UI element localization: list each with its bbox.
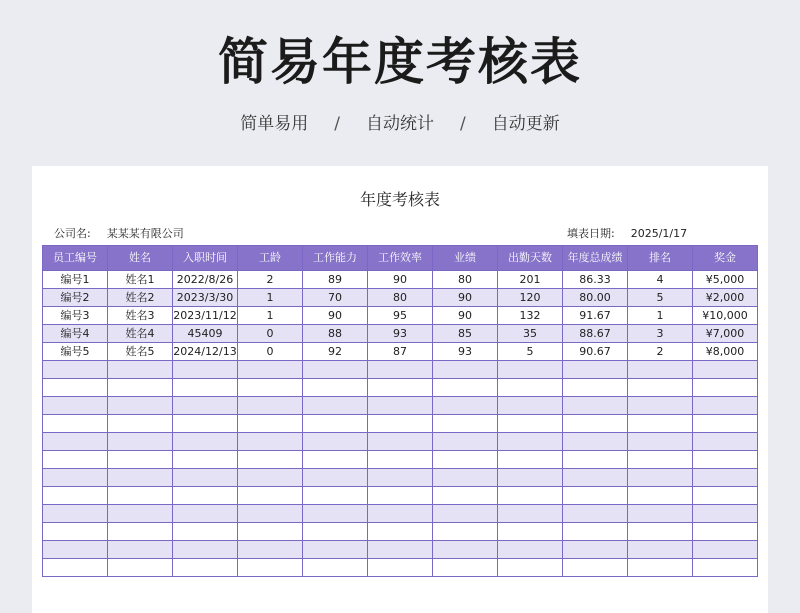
table-cell[interactable] <box>498 523 563 541</box>
table-cell[interactable] <box>173 523 238 541</box>
table-cell[interactable]: 70 <box>303 289 368 307</box>
table-cell[interactable] <box>303 379 368 397</box>
table-cell[interactable]: 1 <box>238 289 303 307</box>
tag-auto-stats: 自动统计 <box>366 114 434 134</box>
table-cell[interactable] <box>628 379 693 397</box>
table-cell[interactable] <box>238 433 303 451</box>
table-cell[interactable] <box>563 487 628 505</box>
empty-row <box>43 433 758 451</box>
table-cell[interactable] <box>433 541 498 559</box>
table-body <box>43 271 758 577</box>
table-cell[interactable]: 86.33 <box>563 271 628 289</box>
table-cell[interactable] <box>108 415 173 433</box>
table-cell[interactable]: 编号4 <box>43 325 108 343</box>
table-cell[interactable] <box>173 379 238 397</box>
date-value[interactable]: 2025/1/17 <box>630 227 688 240</box>
table-row <box>43 307 758 325</box>
table-cell[interactable] <box>173 505 238 523</box>
table-cell[interactable]: 80.00 <box>563 289 628 307</box>
table-cell[interactable] <box>368 433 433 451</box>
table-cell[interactable]: 132 <box>498 307 563 325</box>
table-header-row <box>43 246 758 271</box>
table-cell[interactable] <box>498 469 563 487</box>
table-cell[interactable]: 2022/8/26 <box>173 271 238 289</box>
table-cell[interactable] <box>433 469 498 487</box>
table-cell[interactable] <box>43 523 108 541</box>
table-cell[interactable] <box>498 541 563 559</box>
empty-row <box>43 487 758 505</box>
empty-row <box>43 559 758 577</box>
table-cell[interactable] <box>238 397 303 415</box>
table-cell[interactable] <box>238 505 303 523</box>
table-cell[interactable] <box>108 469 173 487</box>
column-header[interactable]: 工作效率 <box>368 246 433 271</box>
table-cell[interactable] <box>693 451 758 469</box>
table-cell[interactable] <box>628 433 693 451</box>
table-cell[interactable] <box>433 379 498 397</box>
table-cell[interactable] <box>368 379 433 397</box>
empty-row <box>43 361 758 379</box>
table-cell[interactable] <box>238 559 303 577</box>
table-cell[interactable] <box>108 487 173 505</box>
spreadsheet-card <box>32 166 768 613</box>
empty-row <box>43 451 758 469</box>
table-cell[interactable] <box>368 415 433 433</box>
table-cell[interactable] <box>173 469 238 487</box>
date-label: 填表日期: <box>567 227 615 240</box>
table-cell[interactable]: 4 <box>628 271 693 289</box>
table-cell[interactable]: 姓名2 <box>108 289 173 307</box>
table-cell[interactable] <box>368 469 433 487</box>
table-cell[interactable] <box>628 469 693 487</box>
table-cell[interactable]: 80 <box>368 289 433 307</box>
table-cell[interactable] <box>433 451 498 469</box>
table-cell[interactable] <box>628 487 693 505</box>
tag-auto-update: 自动更新 <box>491 114 560 134</box>
table-cell[interactable]: 编号2 <box>43 289 108 307</box>
table-cell[interactable]: 姓名1 <box>108 271 173 289</box>
table-row <box>43 325 758 343</box>
table-cell[interactable]: 0 <box>238 343 303 361</box>
table-cell[interactable] <box>303 541 368 559</box>
date-info <box>567 226 687 242</box>
table-cell[interactable] <box>563 523 628 541</box>
table-cell[interactable] <box>433 361 498 379</box>
page-title: 简易年度考核表 <box>218 33 582 91</box>
sheet-title: 年度考核表 <box>359 190 440 209</box>
table-cell[interactable] <box>368 451 433 469</box>
column-header[interactable]: 姓名 <box>108 246 173 271</box>
table-cell[interactable] <box>173 433 238 451</box>
empty-row <box>43 469 758 487</box>
table-cell[interactable]: 91.67 <box>563 307 628 325</box>
table-cell[interactable] <box>238 451 303 469</box>
company-label: 公司名: <box>54 227 91 240</box>
tag-easy: 简单易用 <box>240 114 309 134</box>
table-cell[interactable]: 90 <box>368 271 433 289</box>
table-cell[interactable] <box>43 559 108 577</box>
table-cell[interactable] <box>433 559 498 577</box>
table-cell[interactable]: 80 <box>433 271 498 289</box>
table-cell[interactable] <box>368 559 433 577</box>
table-cell[interactable] <box>238 415 303 433</box>
table-cell[interactable] <box>693 487 758 505</box>
column-header[interactable]: 工龄 <box>238 246 303 271</box>
column-header[interactable]: 出勤天数 <box>498 246 563 271</box>
table-cell[interactable]: 5 <box>628 289 693 307</box>
table-cell[interactable] <box>368 541 433 559</box>
table-cell[interactable]: 2024/12/13 <box>173 343 238 361</box>
table-cell[interactable] <box>368 523 433 541</box>
table-cell[interactable]: 89 <box>303 271 368 289</box>
column-header[interactable]: 排名 <box>628 246 693 271</box>
table-cell[interactable] <box>173 559 238 577</box>
table-cell[interactable] <box>43 469 108 487</box>
table-cell[interactable] <box>563 505 628 523</box>
table-cell[interactable] <box>628 415 693 433</box>
table-cell[interactable] <box>433 523 498 541</box>
table-cell[interactable] <box>628 541 693 559</box>
empty-row <box>43 397 758 415</box>
table-cell[interactable] <box>563 469 628 487</box>
table-cell[interactable] <box>108 379 173 397</box>
empty-row <box>43 523 758 541</box>
table-cell[interactable]: 编号1 <box>43 271 108 289</box>
table-cell[interactable] <box>433 415 498 433</box>
table-cell[interactable] <box>563 559 628 577</box>
table-cell[interactable] <box>238 379 303 397</box>
table-cell[interactable] <box>498 559 563 577</box>
table-cell[interactable] <box>43 433 108 451</box>
table-cell[interactable] <box>563 379 628 397</box>
table-cell[interactable] <box>238 523 303 541</box>
table-cell[interactable] <box>498 433 563 451</box>
table-cell[interactable] <box>173 451 238 469</box>
table-cell[interactable] <box>693 523 758 541</box>
table-cell[interactable] <box>693 541 758 559</box>
table-cell[interactable] <box>173 415 238 433</box>
table-cell[interactable] <box>43 541 108 559</box>
table-cell[interactable] <box>303 505 368 523</box>
table-cell[interactable] <box>693 397 758 415</box>
table-cell[interactable] <box>433 487 498 505</box>
table-cell[interactable] <box>173 541 238 559</box>
table-cell[interactable] <box>43 361 108 379</box>
table-cell[interactable] <box>693 559 758 577</box>
table-cell[interactable]: 93 <box>368 325 433 343</box>
table-cell[interactable] <box>368 505 433 523</box>
table-cell[interactable] <box>693 415 758 433</box>
table-cell[interactable]: 2023/11/12 <box>173 307 238 325</box>
table-cell[interactable]: 2023/3/30 <box>173 289 238 307</box>
table-cell[interactable] <box>498 379 563 397</box>
table-cell[interactable]: 5 <box>498 343 563 361</box>
table-cell[interactable] <box>628 361 693 379</box>
table-cell[interactable] <box>693 379 758 397</box>
table-cell[interactable]: 88 <box>303 325 368 343</box>
table-cell[interactable] <box>433 397 498 415</box>
table-cell[interactable] <box>43 487 108 505</box>
table-cell[interactable] <box>498 397 563 415</box>
table-row <box>43 343 758 361</box>
table-cell[interactable]: 87 <box>368 343 433 361</box>
table-cell[interactable]: 编号3 <box>43 307 108 325</box>
table-cell[interactable]: 201 <box>498 271 563 289</box>
table-cell[interactable] <box>498 487 563 505</box>
tag-separator: / <box>334 114 340 134</box>
table-cell[interactable] <box>108 505 173 523</box>
table-cell[interactable] <box>433 433 498 451</box>
empty-row <box>43 541 758 559</box>
table-cell[interactable]: 92 <box>303 343 368 361</box>
table-cell[interactable] <box>108 451 173 469</box>
table-cell[interactable] <box>108 559 173 577</box>
table-cell[interactable] <box>563 415 628 433</box>
empty-row <box>43 379 758 397</box>
table-cell[interactable] <box>498 415 563 433</box>
table-cell[interactable]: 3 <box>628 325 693 343</box>
table-cell[interactable] <box>563 433 628 451</box>
table-cell[interactable] <box>43 415 108 433</box>
table-cell[interactable] <box>563 397 628 415</box>
column-header[interactable]: 工作能力 <box>303 246 368 271</box>
column-header[interactable]: 奖金 <box>693 246 758 271</box>
table-cell[interactable] <box>433 505 498 523</box>
table-cell[interactable]: 2 <box>628 343 693 361</box>
table-row <box>43 289 758 307</box>
column-header[interactable]: 业绩 <box>433 246 498 271</box>
table-cell[interactable] <box>303 469 368 487</box>
table-cell[interactable] <box>368 361 433 379</box>
table-cell[interactable] <box>303 397 368 415</box>
company-info <box>54 226 184 242</box>
table-cell[interactable] <box>108 397 173 415</box>
company-value[interactable]: 某某某有限公司 <box>106 227 184 240</box>
table-cell[interactable] <box>43 397 108 415</box>
table-cell[interactable] <box>628 523 693 541</box>
table-cell[interactable] <box>303 487 368 505</box>
table-cell[interactable] <box>173 361 238 379</box>
table-cell[interactable] <box>498 451 563 469</box>
table-cell[interactable] <box>303 361 368 379</box>
table-cell[interactable] <box>108 361 173 379</box>
table-cell[interactable] <box>693 361 758 379</box>
table-cell[interactable]: 姓名4 <box>108 325 173 343</box>
table-cell[interactable] <box>563 541 628 559</box>
column-header[interactable]: 员工编号 <box>43 246 108 271</box>
table-cell[interactable]: 1 <box>238 307 303 325</box>
assessment-table <box>42 245 758 577</box>
table-cell[interactable]: 120 <box>498 289 563 307</box>
table-cell[interactable] <box>628 559 693 577</box>
tag-separator: / <box>460 114 466 134</box>
table-cell[interactable] <box>43 451 108 469</box>
column-header[interactable]: 入职时间 <box>173 246 238 271</box>
table-cell[interactable]: 90 <box>303 307 368 325</box>
table-cell[interactable]: ¥7,000 <box>693 325 758 343</box>
table-cell[interactable]: 45409 <box>173 325 238 343</box>
table-cell[interactable] <box>238 469 303 487</box>
empty-row <box>43 505 758 523</box>
table-cell[interactable] <box>238 541 303 559</box>
table-cell[interactable] <box>108 523 173 541</box>
table-cell[interactable] <box>238 487 303 505</box>
table-cell[interactable]: 88.67 <box>563 325 628 343</box>
table-cell[interactable] <box>368 397 433 415</box>
table-cell[interactable] <box>173 397 238 415</box>
table-cell[interactable] <box>563 361 628 379</box>
table-cell[interactable]: 1 <box>628 307 693 325</box>
table-cell[interactable] <box>368 487 433 505</box>
table-cell[interactable]: 姓名5 <box>108 343 173 361</box>
table-cell[interactable] <box>238 361 303 379</box>
table-cell[interactable] <box>498 361 563 379</box>
table-cell[interactable] <box>563 451 628 469</box>
table-cell[interactable] <box>628 397 693 415</box>
table-cell[interactable] <box>303 433 368 451</box>
table-cell[interactable] <box>628 451 693 469</box>
table-cell[interactable] <box>628 505 693 523</box>
table-cell[interactable]: 35 <box>498 325 563 343</box>
table-cell[interactable]: ¥2,000 <box>693 289 758 307</box>
tagline <box>0 112 800 136</box>
table-cell[interactable] <box>693 469 758 487</box>
table-cell[interactable]: ¥8,000 <box>693 343 758 361</box>
table-cell[interactable]: 93 <box>433 343 498 361</box>
table-cell[interactable] <box>303 415 368 433</box>
table-cell[interactable] <box>693 433 758 451</box>
table-cell[interactable]: 90 <box>433 307 498 325</box>
table-cell[interactable]: 姓名3 <box>108 307 173 325</box>
empty-row <box>43 415 758 433</box>
table-cell[interactable]: 编号5 <box>43 343 108 361</box>
table-cell[interactable]: 90 <box>433 289 498 307</box>
table-cell[interactable]: 2 <box>238 271 303 289</box>
table-cell[interactable]: ¥10,000 <box>693 307 758 325</box>
table-cell[interactable] <box>498 505 563 523</box>
table-cell[interactable] <box>303 523 368 541</box>
table-cell[interactable]: 95 <box>368 307 433 325</box>
table-cell[interactable] <box>43 379 108 397</box>
table-cell[interactable] <box>108 433 173 451</box>
column-header[interactable]: 年度总成绩 <box>563 246 628 271</box>
table-cell[interactable] <box>303 559 368 577</box>
table-cell[interactable] <box>43 505 108 523</box>
table-cell[interactable]: 90.67 <box>563 343 628 361</box>
table-cell[interactable]: 85 <box>433 325 498 343</box>
table-cell[interactable] <box>303 451 368 469</box>
table-row <box>43 271 758 289</box>
table-cell[interactable] <box>108 541 173 559</box>
table-cell[interactable]: ¥5,000 <box>693 271 758 289</box>
table-cell[interactable] <box>693 505 758 523</box>
table-cell[interactable]: 0 <box>238 325 303 343</box>
table-cell[interactable] <box>173 487 238 505</box>
